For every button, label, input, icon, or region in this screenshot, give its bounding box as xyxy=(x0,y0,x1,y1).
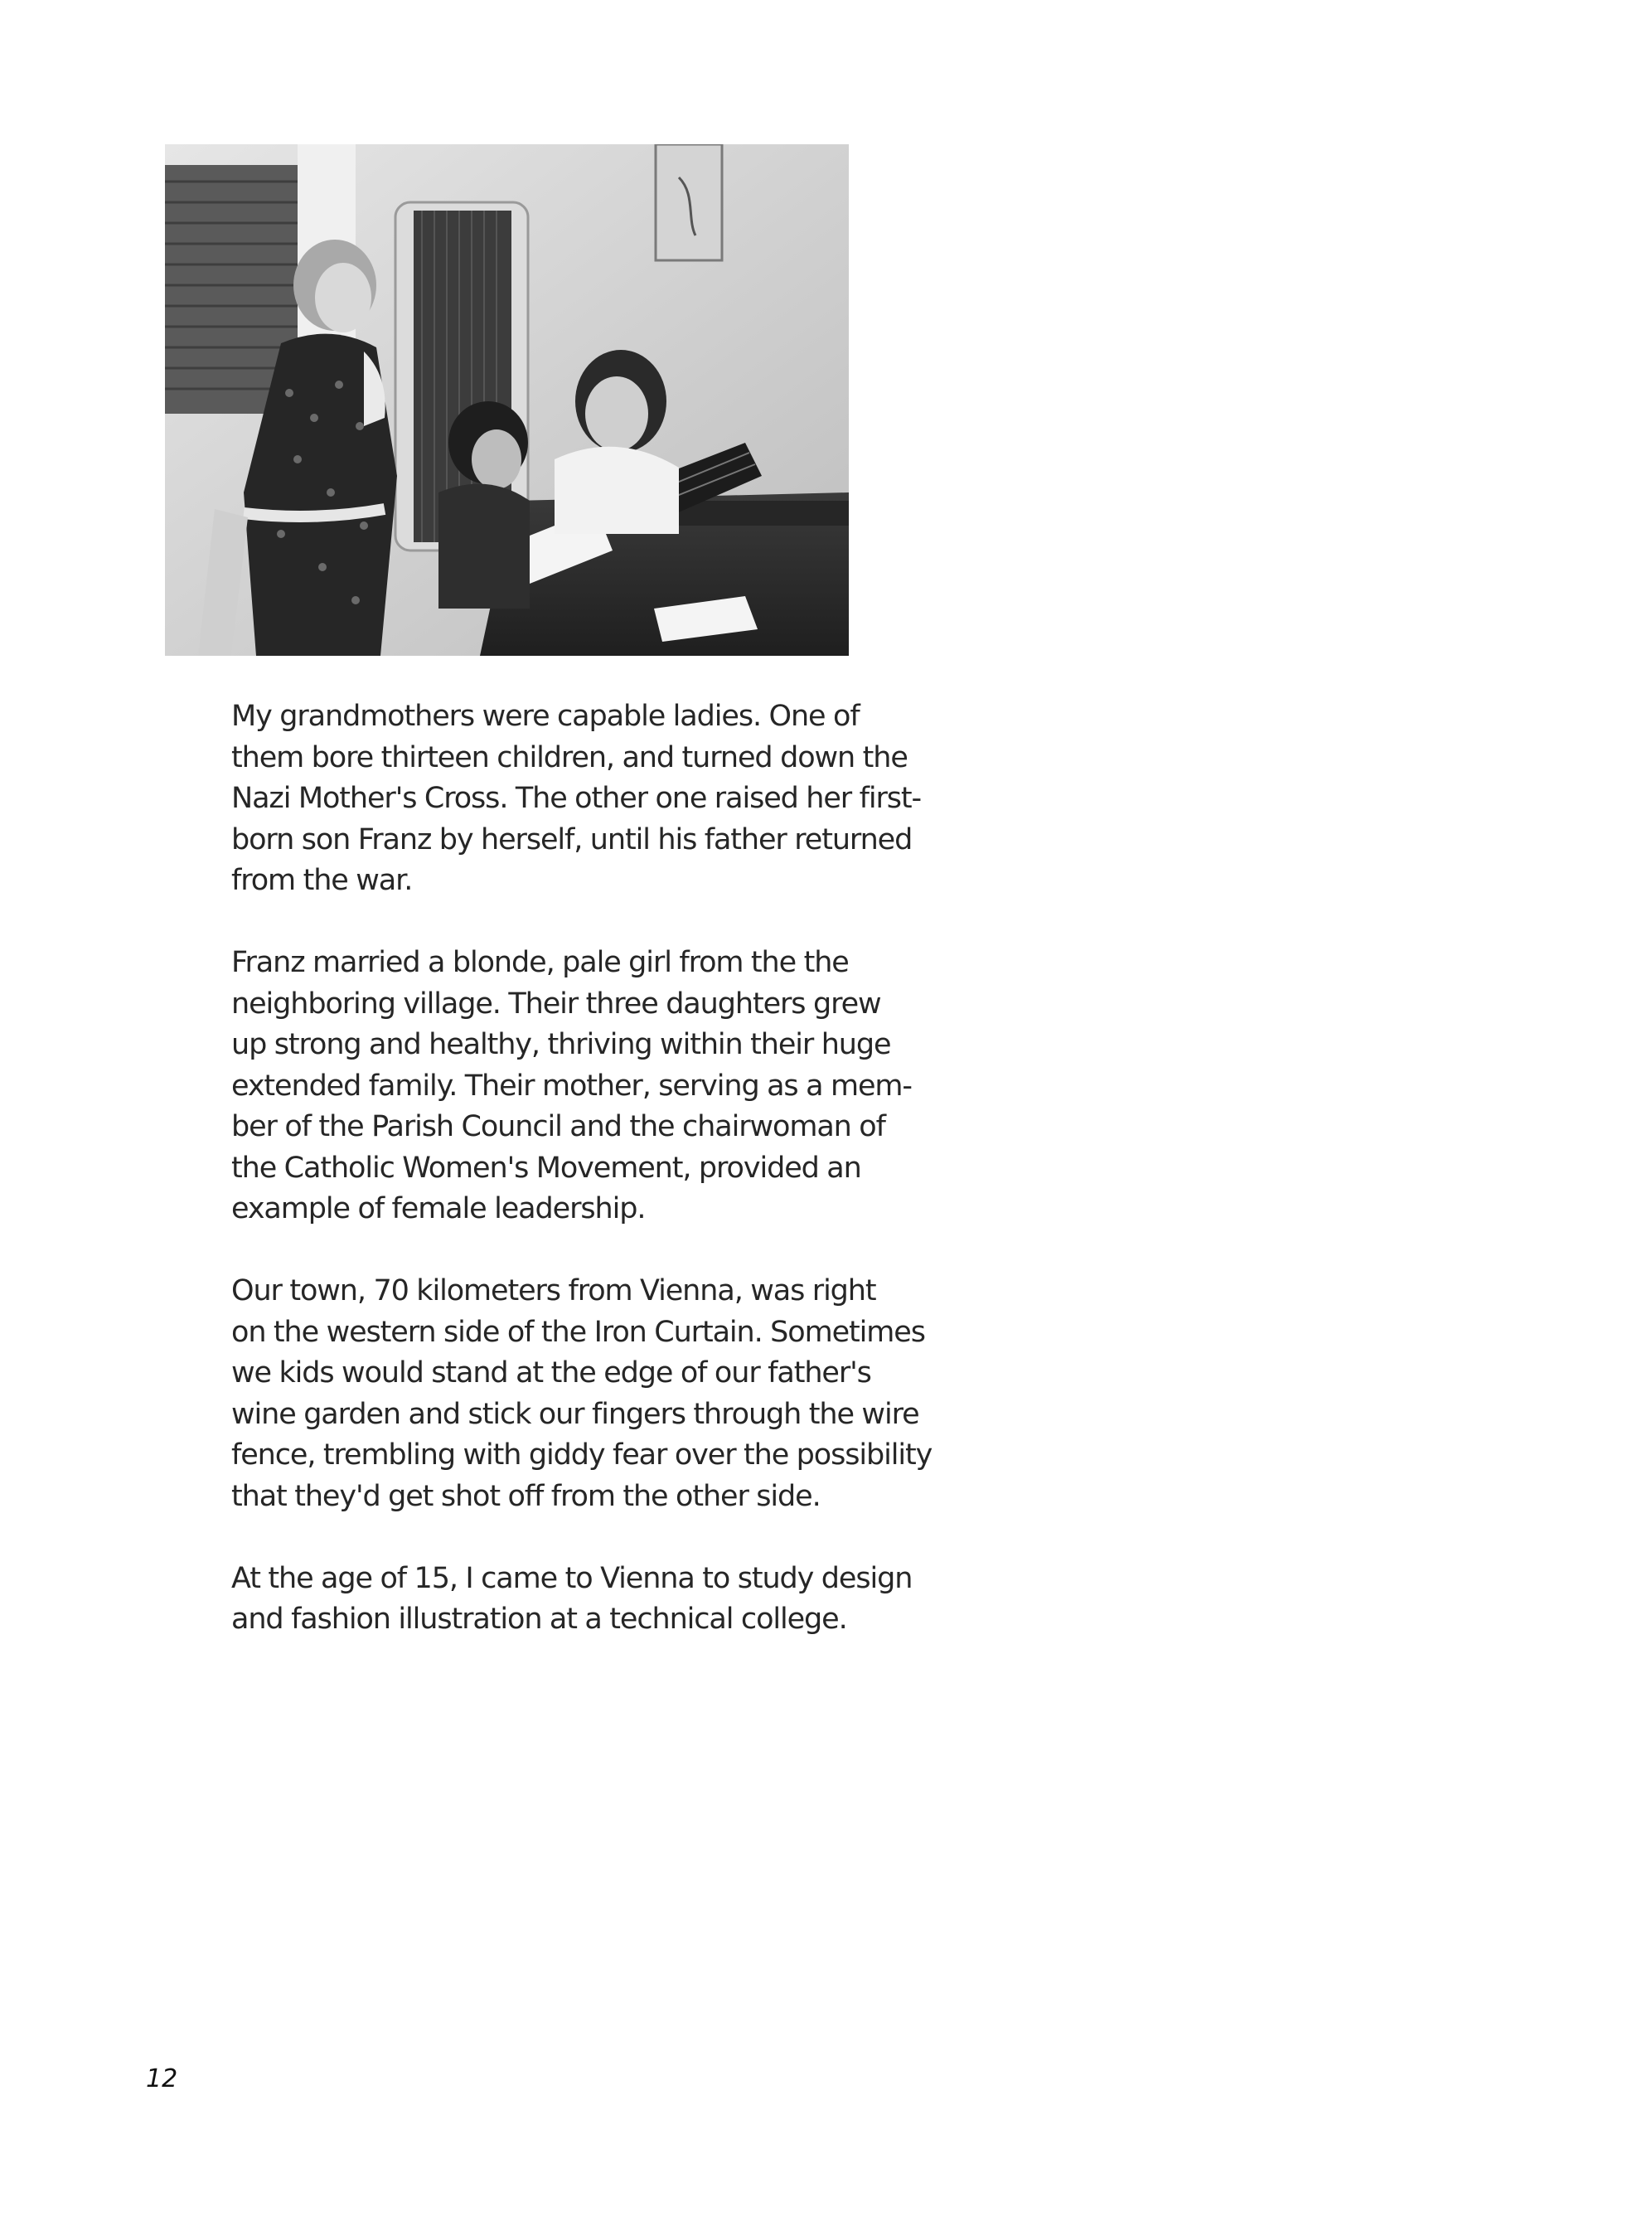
text-line: fence, trembling with giddy fear over the possibility xyxy=(231,1438,933,1472)
photo-illustration xyxy=(165,144,849,656)
text-line: them bore thirteen children, and turned down the xyxy=(231,740,908,774)
text-line: on the western side of the Iron Curtain. Sometimes xyxy=(231,1315,925,1349)
body-text xyxy=(231,696,933,1681)
text-line: Nazi Mother's Cross. The other one raised her first- xyxy=(231,782,922,815)
text-line: At the age of 15, I came to Vienna to study design xyxy=(231,1561,913,1595)
text-line: from the war. xyxy=(231,864,413,897)
text-line: ber of the Parish Council and the chairwoman of xyxy=(231,1110,885,1143)
page-number: 12 xyxy=(146,2064,178,2093)
text-line: up strong and healthy, thriving within their huge xyxy=(231,1028,891,1061)
text-line: born son Franz by herself, until his father returned xyxy=(231,822,913,856)
text-line: example of female leadership. xyxy=(231,1192,646,1225)
text-line: My grandmothers were capable ladies. One of xyxy=(231,700,860,733)
paragraph-grandmothers xyxy=(231,696,922,902)
text-line: wine garden and stick our fingers through the wire xyxy=(231,1397,919,1431)
paragraph-vienna xyxy=(231,1559,913,1641)
paragraph-franz xyxy=(231,943,912,1230)
family-piano-photo xyxy=(165,144,849,656)
text-line: we kids would stand at the edge of our father's xyxy=(231,1356,871,1390)
text-line: and fashion illustration at a technical college. xyxy=(231,1603,847,1636)
text-line: extended family. Their mother, serving as a mem- xyxy=(231,1069,912,1103)
text-line: Our town, 70 kilometers from Vienna, was right xyxy=(231,1274,876,1307)
text-line: that they'd get shot off from the other side. xyxy=(231,1479,821,1513)
text-line: the Catholic Women's Movement, provided an xyxy=(231,1151,861,1185)
text-line: Franz married a blonde, pale girl from the the xyxy=(231,946,849,979)
text-line: neighboring village. Their three daughters grew xyxy=(231,987,881,1021)
paragraph-town xyxy=(231,1271,933,1517)
